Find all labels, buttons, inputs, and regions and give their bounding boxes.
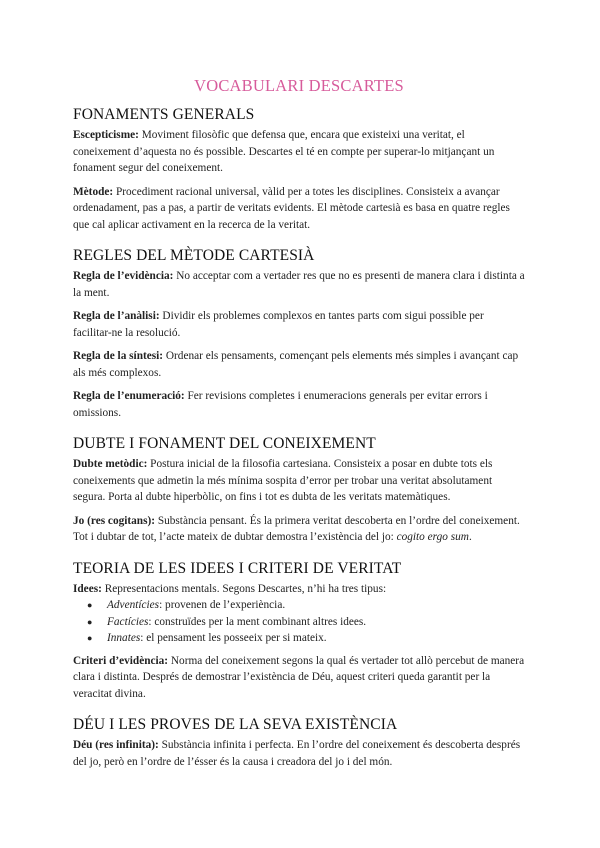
idea-type-name: Adventícies [107,599,160,611]
entry-regla-analisi [73,308,525,341]
entry-term: Regla de l’anàlisi: [73,310,160,322]
entry-regla-sintesi [73,348,525,381]
idea-type-name: Innates [107,632,141,644]
document-page [73,72,525,784]
section-heading: TEORIA DE LES IDEES I CRITERI DE VERITAT [73,559,402,577]
entry-text: Dividir els problemes complexos en tantes parts com sigui possible per facilitar-ne la resolució. [73,310,484,339]
entry-term: Déu (res infinita): [73,739,159,751]
entry-text: Ordenar els pensaments, començant pels elements més simples i avançant cap als més complexos. [73,350,519,379]
section-heading: REGLES DEL MÈTODE CARTESIÀ [73,247,315,264]
list-item [87,630,525,647]
entry-term: Regla de l’enumeració: [73,390,185,402]
section-dubte-fonament [73,435,525,546]
bullet-icon: ● [87,600,93,610]
entry-text: Norma del coneixement segons la qual és vertader tot allò percebut de manera clara i distinta. Després de demostrar l’existència de Déu, aquest criteri queda garantit per la veracitat divina. [73,654,525,700]
idea-types-list [73,597,525,647]
section-deu-proves [73,716,525,770]
list-item [87,597,525,614]
entry-tail: . [468,531,472,543]
entry-text: Postura inicial de la filosofia cartesiana. Consisteix a posar en dubte tots els coneixements que admetin la més mínima sospita d’error per trobar una veritat absolutament segura. Porta al dubte hiperbòlic, on fins i tot es dubta de les veritats matemàtiques. [73,458,493,503]
entry-deu-res-infinita [73,737,525,770]
idea-type-text: : provenen de l’experiència. [159,599,286,611]
entry-text: Substància infinita i perfecta. En l’ordre del coneixement és descoberta després del jo, però en l’ordre de l’ésser és la causa i creadora del jo i del món. [73,739,521,768]
entry-text: Substància pensant. És la primera veritat descoberta en l’ordre del coneixement. Tot i dubtar de tot, l’acte mateix de dubtar demostra l’existència del jo: [73,514,520,543]
entry-text: Fer revisions completes i enumeracions generals per evitar errors i omissions. [73,390,488,419]
section-teoria-idees [73,560,525,703]
section-regles-metode [73,247,525,421]
entry-escepticisme [73,127,525,177]
idea-type-text: : el pensament les posseeix per si mateix. [140,632,327,644]
entry-text: Moviment filosòfic que defensa que, encara que existeixi una veritat, el coneixement d’aquesta no és possible. Descartes el té en compte per superar-lo mitjançant un fonament segur del coneixement. [73,129,495,174]
bullet-icon: ● [87,633,93,643]
entry-term: Escepticisme: [73,129,139,141]
entry-text: Procediment racional universal, vàlid per a totes les disciplines. Consisteix a avançar ordenadament, pas a pas, a partir de veritats evidents. El mètode cartesià es basa en quatre regles que cal aplicar activament en la recerca de la veritat. [73,185,510,231]
entry-regla-evidencia [73,268,525,301]
entry-text: No acceptar com a vertader res que no es presenti de manera clara i distinta a la ment. [73,270,525,299]
section-heading: DUBTE I FONAMENT DEL CONEIXEMENT [73,435,376,452]
section-fonaments-generals [73,106,525,233]
idea-type-text: : construïdes per la ment combinant altres idees. [148,615,367,628]
entry-metode [73,184,525,234]
entry-idees [73,581,525,598]
section-heading: DÉU I LES PROVES DE LA SEVA EXISTÈNCIA [73,716,398,733]
entry-term: Regla de la síntesi: [73,350,164,362]
entry-regla-enumeracio [73,388,525,421]
entry-jo-res-cogitans [73,513,525,546]
entry-criteri-evidencia [73,653,525,703]
entry-term: Idees: [73,582,102,595]
entry-term: Regla de l’evidència: [73,270,174,282]
section-heading: FONAMENTS GENERALS [73,106,255,123]
document-title: VOCABULARI DESCARTES [194,76,404,95]
entry-dubte-metodic [73,456,525,506]
idea-type-name: Factícies [107,615,149,628]
entry-term: Jo (res cogitans): [73,514,155,527]
entry-term: Mètode: [73,185,114,198]
entry-text: Representacions mentals. Segons Descartes, n’hi ha tres tipus: [101,582,387,595]
bullet-icon: ● [87,616,93,627]
list-item [87,614,525,631]
entry-term: Dubte metòdic: [73,458,148,470]
entry-italic-phrase: cogito ergo sum [396,531,469,543]
entry-term: Criteri d’evidència: [73,654,169,667]
